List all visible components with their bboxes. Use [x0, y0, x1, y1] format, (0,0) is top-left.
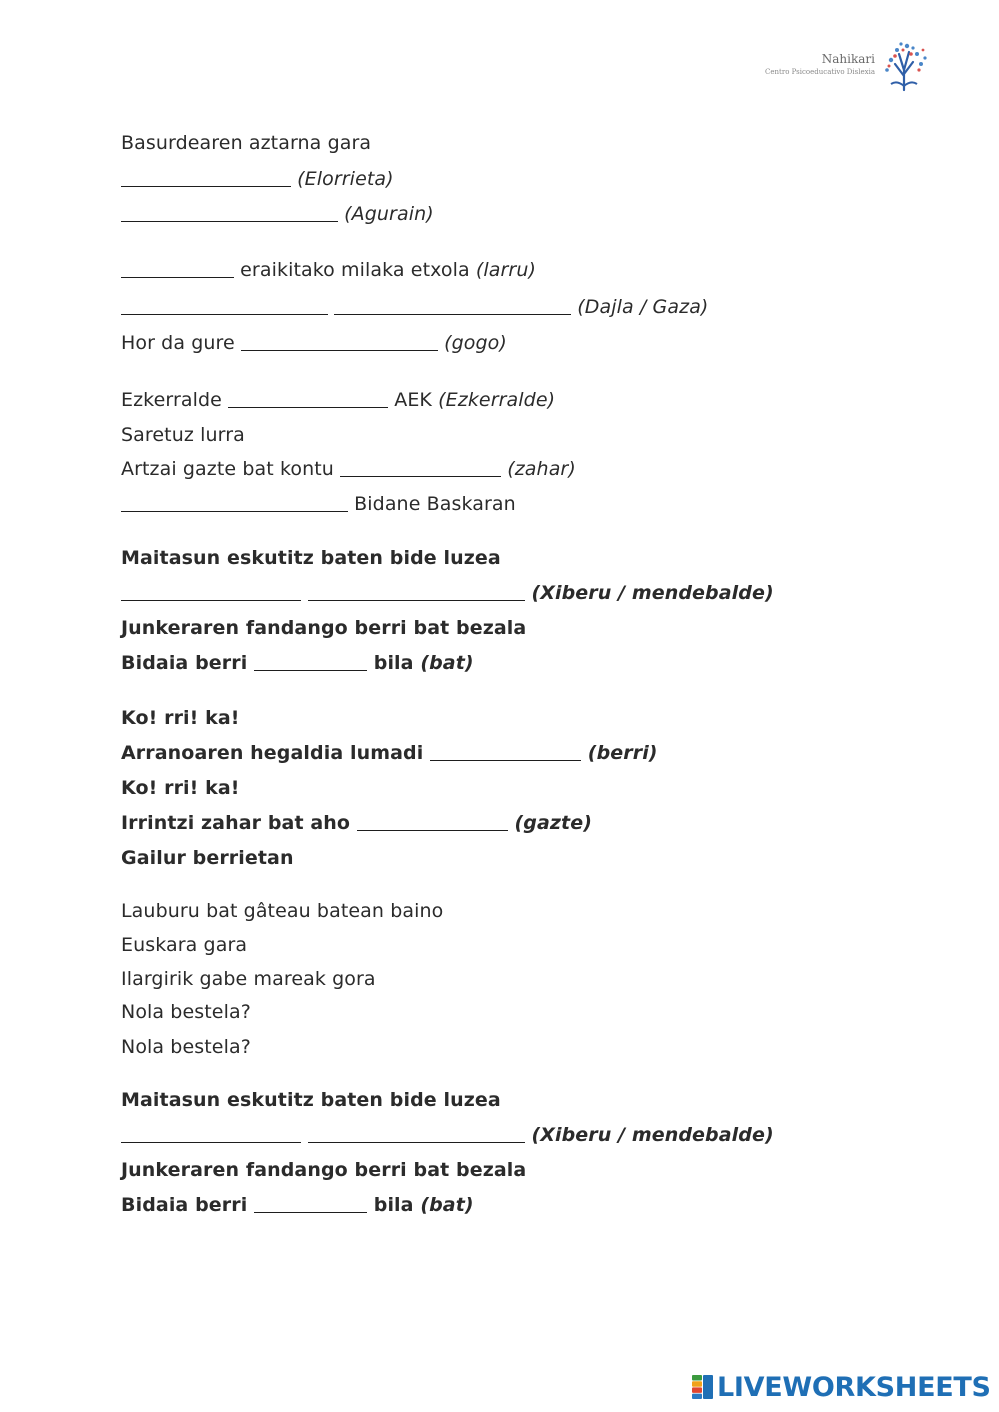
hint-text: (larru): [475, 259, 536, 281]
lyric-text: Nola bestela?: [121, 1001, 251, 1023]
song-line: [121, 388, 555, 412]
hint-text: (zahar): [507, 458, 576, 480]
lyric-text: Bidaia berri: [121, 1194, 255, 1216]
song-line: [121, 295, 708, 319]
lyric-text: Hor da gure: [121, 332, 241, 354]
lyric-text: Arranoaren hegaldia lumadi: [121, 742, 431, 764]
liveworksheets-footer: [692, 1370, 992, 1406]
lyric-text: [301, 1124, 308, 1146]
hint-text: (berri): [587, 742, 658, 764]
song-line: [121, 1088, 501, 1112]
song-line: [121, 258, 536, 282]
lyric-text: Junkeraren fandango berri bat bezala: [121, 1159, 527, 1181]
fill-in-blank[interactable]: [254, 1194, 367, 1213]
liveworksheets-logo-icon: [692, 1375, 714, 1399]
song-line: [121, 846, 294, 870]
song-line: [121, 546, 501, 570]
song-line: [121, 967, 376, 991]
lyric-text: AEK: [388, 389, 439, 411]
lyric-text: Junkeraren fandango berri bat bezala: [121, 617, 527, 639]
logo-subtitle: Centro Psicoeducativo Dislexia: [765, 68, 875, 76]
song-line: [121, 581, 774, 605]
lyric-text: [581, 742, 588, 764]
lyric-text: Ezkerralde: [121, 389, 229, 411]
song-line: [121, 933, 247, 957]
song-line: [121, 899, 443, 923]
song-line: [121, 776, 240, 800]
song-line: [121, 1000, 251, 1024]
hint-text: (Agurain): [344, 203, 434, 225]
song-line: [121, 706, 240, 730]
lyric-text: eraikitako milaka etxola: [234, 259, 476, 281]
fill-in-blank[interactable]: [357, 812, 508, 831]
hint-text: (Ezkerralde): [438, 389, 556, 411]
nahikari-logo: [756, 40, 931, 92]
lyric-text: [301, 582, 308, 604]
hint-text: (bat): [420, 1194, 474, 1216]
song-line: [121, 1035, 251, 1059]
fill-in-blank[interactable]: [121, 493, 348, 512]
song-line: [121, 1193, 474, 1217]
fill-in-blank[interactable]: [121, 582, 301, 601]
hint-text: (Dajla / Gaza): [577, 296, 709, 318]
fill-in-blank[interactable]: [121, 203, 338, 222]
hint-text: (Xiberu / mendebalde): [531, 1124, 774, 1146]
lyric-text: Irrintzi zahar bat aho: [121, 812, 357, 834]
lyric-text: Ko! rri! ka!: [121, 777, 240, 799]
fill-in-blank[interactable]: [121, 296, 328, 315]
song-line: [121, 1123, 774, 1147]
fill-in-blank[interactable]: [334, 296, 571, 315]
lyric-text: Bidaia berri: [121, 652, 255, 674]
lyric-text: Lauburu bat gâteau batean baino: [121, 900, 444, 922]
fill-in-blank[interactable]: [430, 742, 581, 761]
hint-text: (gogo): [444, 332, 507, 354]
song-line: [121, 457, 576, 481]
hint-text: (gazte): [514, 812, 593, 834]
song-line: [121, 423, 245, 447]
logo-name: Nahikari: [821, 52, 875, 66]
hint-text: (bat): [420, 652, 474, 674]
song-line: [121, 616, 526, 640]
song-line: [121, 1158, 526, 1182]
lyric-text: bila: [367, 652, 421, 674]
fill-in-blank[interactable]: [121, 259, 234, 278]
lyric-text: bila: [367, 1194, 421, 1216]
lyric-text: Maitasun eskutitz baten bide luzea: [121, 547, 501, 569]
hint-text: (Elorrieta): [297, 168, 394, 190]
song-line: [121, 811, 592, 835]
fill-in-blank[interactable]: [121, 168, 291, 187]
fill-in-blank[interactable]: [308, 582, 525, 601]
lyric-text: Ilargirik gabe mareak gora: [121, 968, 376, 990]
lyric-text: Bidane Baskaran: [348, 493, 516, 515]
lyric-text: Nola bestela?: [121, 1036, 251, 1058]
fill-in-blank[interactable]: [340, 458, 501, 477]
tree-icon: [877, 40, 931, 92]
fill-in-blank[interactable]: [241, 332, 438, 351]
fill-in-blank[interactable]: [228, 389, 388, 408]
song-line: [121, 131, 371, 155]
lyric-text: Ko! rri! ka!: [121, 707, 240, 729]
fill-in-blank[interactable]: [254, 652, 367, 671]
lyric-text: Basurdearen aztarna gara: [121, 132, 372, 154]
lyric-text: Euskara gara: [121, 934, 248, 956]
lyric-text: Saretuz lurra: [121, 424, 245, 446]
song-line: [121, 331, 507, 355]
song-line: [121, 741, 658, 765]
fill-in-blank[interactable]: [121, 1124, 301, 1143]
song-line: [121, 651, 474, 675]
song-line: [121, 492, 516, 516]
lyric-text: Gailur berrietan: [121, 847, 294, 869]
lyric-text: Maitasun eskutitz baten bide luzea: [121, 1089, 501, 1111]
liveworksheets-brand: LIVEWORKSHEETS: [717, 1372, 991, 1403]
fill-in-blank[interactable]: [308, 1124, 525, 1143]
lyric-text: Artzai gazte bat kontu: [121, 458, 341, 480]
song-line: [121, 202, 434, 226]
song-line: [121, 167, 394, 191]
hint-text: (Xiberu / mendebalde): [531, 582, 774, 604]
